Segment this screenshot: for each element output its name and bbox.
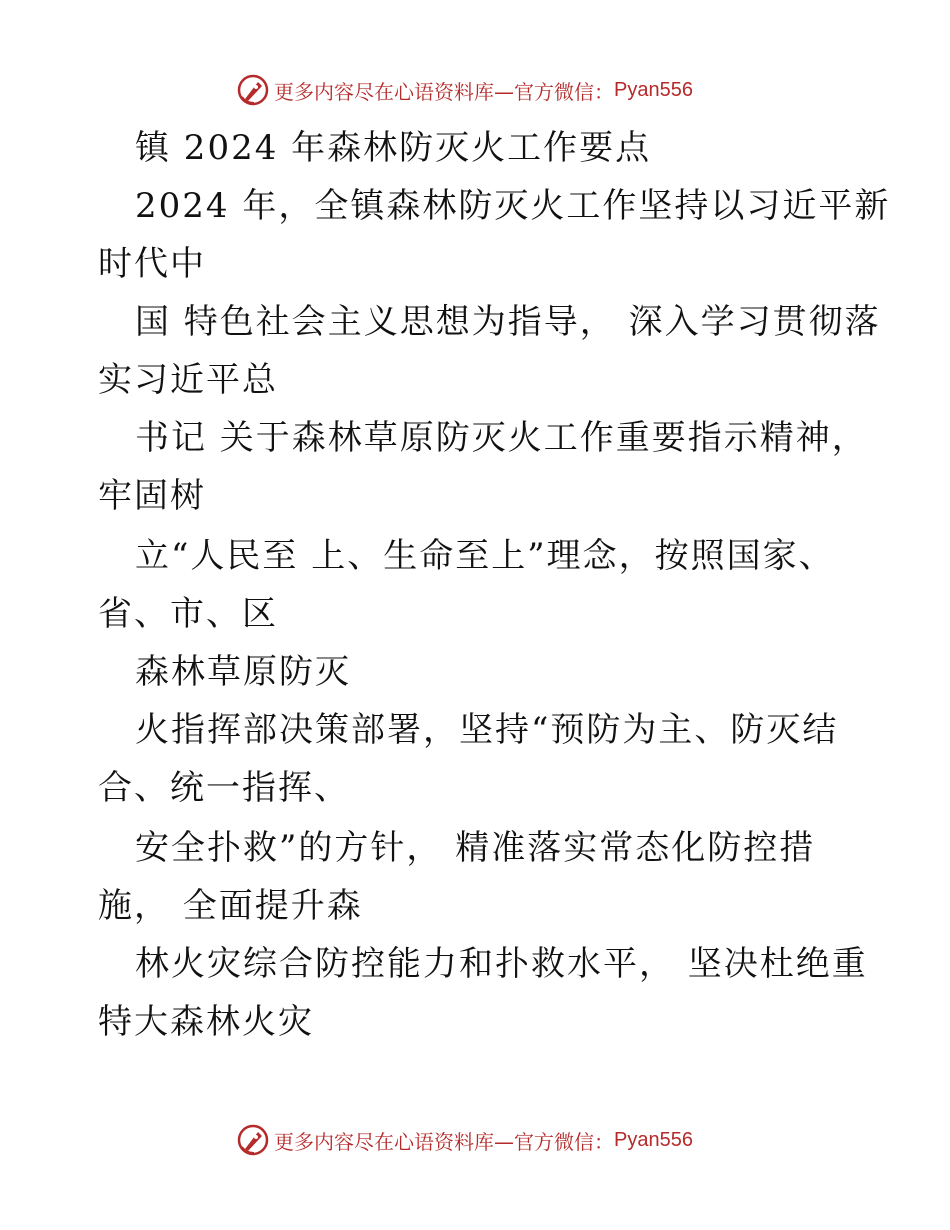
watermark-footer	[236, 1123, 693, 1157]
text-line: 立“人民至 上、生命至上”理念，按照国家、	[135, 536, 835, 576]
text-line: 施， 全面提升森	[98, 886, 363, 926]
text-line: 森林草原防灭	[135, 652, 351, 692]
watermark-text: 更多内容尽在心语资料库—官方微信：	[274, 1129, 614, 1154]
text-line: 合、统一指挥、	[98, 768, 350, 808]
text-line: 书记 关于森林草原防灭火工作重要指示精神，	[135, 418, 868, 458]
text-line: 牢固树	[98, 476, 206, 516]
watermark-wechat-id: Pyan556	[614, 1128, 693, 1151]
text-line: 省、市、区	[98, 594, 278, 634]
document-title: 镇 2024 年森林防灭火工作要点	[135, 128, 652, 168]
text-line: 时代中	[98, 244, 206, 284]
text-line: 国 特色社会主义思想为指导， 深入学习贯彻落	[135, 302, 881, 342]
text-line: 特大森林火灾	[98, 1002, 314, 1042]
watermark-header	[236, 73, 693, 107]
text-line: 林火灾综合防控能力和扑救水平， 坚决杜绝重	[135, 944, 868, 984]
watermark-text: 更多内容尽在心语资料库—官方微信：	[274, 79, 614, 104]
watermark-wechat-id: Pyan556	[614, 78, 693, 101]
text-line: 实习近平总	[98, 360, 278, 400]
pen-nib-circle-icon	[236, 1123, 270, 1157]
pen-nib-circle-icon	[236, 73, 270, 107]
text-line: 火指挥部决策部署，坚持“预防为主、防灭结	[135, 710, 839, 750]
text-line: 安全扑救”的方针， 精准落实常态化防控措	[135, 828, 816, 868]
text-line: 2024 年，全镇森林防灭火工作坚持以习近平新	[135, 186, 891, 226]
